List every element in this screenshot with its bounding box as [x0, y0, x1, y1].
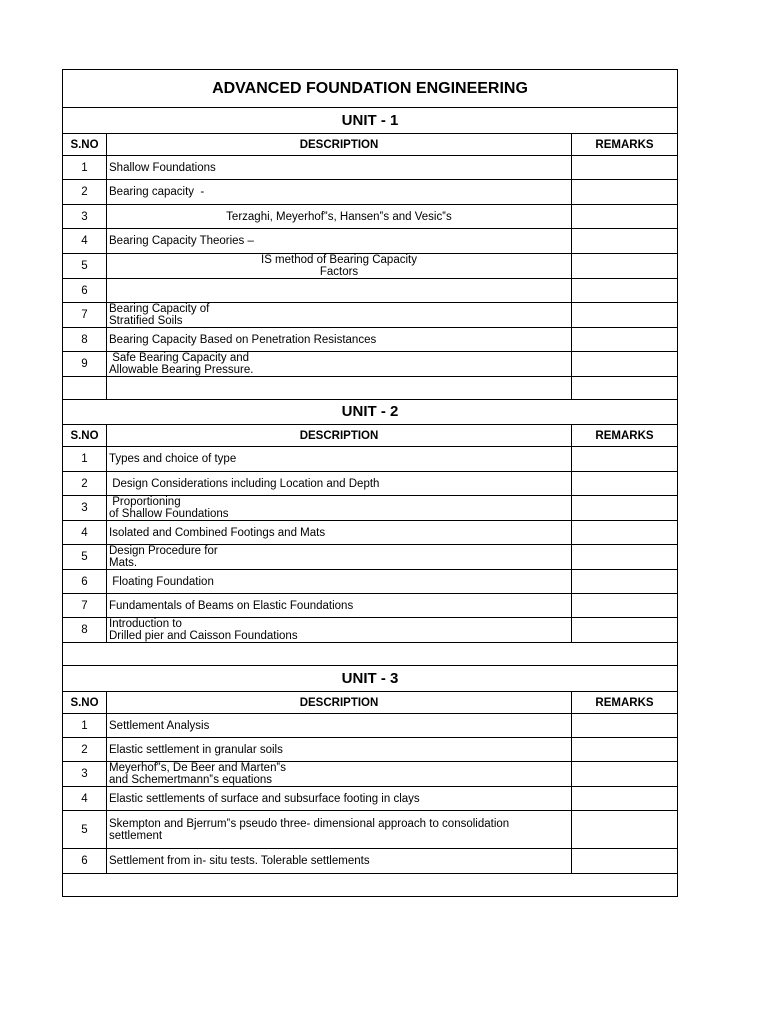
- row-remarks: [572, 156, 678, 180]
- row-number: 9: [63, 352, 107, 377]
- description-line: Terzaghi, Meyerhof‟s, Hansen‟s and Vesic‟s: [226, 210, 452, 223]
- row-description: [107, 279, 572, 303]
- table-row: [63, 714, 678, 738]
- table-row: [63, 352, 678, 377]
- description-line: Types and choice of type: [109, 453, 237, 465]
- column-header-sno: S.NO: [63, 425, 107, 447]
- description-line: Bearing capacity -: [109, 186, 205, 198]
- table-row: [63, 279, 678, 303]
- document-title: ADVANCED FOUNDATION ENGINEERING: [63, 70, 678, 108]
- table-row: [63, 762, 678, 787]
- row-number: 6: [63, 279, 107, 303]
- blank-cell: [572, 377, 678, 400]
- blank-cell: [107, 377, 572, 400]
- table-row: [63, 545, 678, 570]
- row-number: 5: [63, 545, 107, 570]
- table-row: [63, 521, 678, 545]
- blank-row: [63, 643, 678, 666]
- row-number: 7: [63, 594, 107, 618]
- row-description: [107, 205, 572, 229]
- row-number: 3: [63, 496, 107, 521]
- row-description: [107, 594, 572, 618]
- row-number: 3: [63, 205, 107, 229]
- row-remarks: [572, 594, 678, 618]
- column-header-sno: S.NO: [63, 692, 107, 714]
- table-row: [63, 849, 678, 874]
- row-remarks: [572, 738, 678, 762]
- description-line: Shallow Foundations: [109, 161, 216, 174]
- description-line: IS method of Bearing Capacity: [261, 254, 417, 266]
- table-row: [63, 594, 678, 618]
- row-description: [107, 787, 572, 811]
- column-header-row: [63, 134, 678, 156]
- row-remarks: [572, 618, 678, 643]
- table-row: [63, 472, 678, 496]
- row-number: 1: [63, 156, 107, 180]
- blank-cell: [63, 874, 678, 897]
- description-line: Skempton and Bjerrum‟s pseudo three- dimensional approach to consolidation: [109, 817, 510, 830]
- column-header-description: DESCRIPTION: [107, 134, 572, 156]
- row-description: [107, 496, 572, 521]
- description-line: Design Procedure for: [109, 545, 218, 557]
- row-remarks: [572, 714, 678, 738]
- row-remarks: [572, 570, 678, 594]
- row-remarks: [572, 849, 678, 874]
- row-remarks: [572, 180, 678, 205]
- description-line: settlement: [109, 829, 163, 842]
- description-line: Mats.: [109, 557, 138, 569]
- unit-heading-row: [63, 108, 678, 134]
- row-number: 6: [63, 849, 107, 874]
- description-line: Meyerhof‟s, De Beer and Marten‟s: [109, 762, 287, 774]
- row-remarks: [572, 496, 678, 521]
- table-row: [63, 447, 678, 472]
- row-remarks: [572, 447, 678, 472]
- description-line: Bearing Capacity Based on Penetration Resistances: [109, 333, 377, 346]
- description-line: and Schemertmann‟s equations: [109, 774, 273, 786]
- table-row: [63, 811, 678, 849]
- row-remarks: [572, 254, 678, 279]
- row-description: [107, 811, 572, 849]
- table-row: [63, 618, 678, 643]
- row-remarks: [572, 205, 678, 229]
- row-remarks: [572, 279, 678, 303]
- description-line: Stratified Soils: [109, 315, 183, 327]
- unit-heading: UNIT - 3: [63, 666, 678, 692]
- row-remarks: [572, 352, 678, 377]
- column-header-sno: S.NO: [63, 134, 107, 156]
- unit-heading-row: [63, 666, 678, 692]
- description-line: Bearing Capacity Theories –: [109, 235, 254, 247]
- description-line: Factors: [319, 266, 359, 278]
- row-description: [107, 229, 572, 254]
- row-number: 4: [63, 229, 107, 254]
- syllabus-sheet: [62, 69, 677, 897]
- column-header-remarks: REMARKS: [572, 134, 678, 156]
- column-header-description: DESCRIPTION: [107, 425, 572, 447]
- row-remarks: [572, 472, 678, 496]
- unit-heading: UNIT - 2: [63, 400, 678, 425]
- table-row: [63, 180, 678, 205]
- table-row: [63, 328, 678, 352]
- column-header-remarks: REMARKS: [572, 692, 678, 714]
- description-line: Isolated and Combined Footings and Mats: [109, 526, 326, 539]
- row-description: [107, 570, 572, 594]
- description-line: Safe Bearing Capacity and: [109, 352, 250, 364]
- row-description: [107, 303, 572, 328]
- row-remarks: [572, 762, 678, 787]
- row-description: [107, 545, 572, 570]
- row-description: [107, 849, 572, 874]
- row-description: [107, 447, 572, 472]
- row-remarks: [572, 787, 678, 811]
- row-remarks: [572, 328, 678, 352]
- description-line: Elastic settlements of surface and subsurface footing in clays: [109, 792, 420, 805]
- row-description: [107, 352, 572, 377]
- row-number: 3: [63, 762, 107, 787]
- blank-row: [63, 377, 678, 400]
- description-line: Drilled pier and Caisson Foundations: [109, 630, 298, 642]
- blank-cell: [63, 643, 678, 666]
- row-number: 5: [63, 254, 107, 279]
- row-number: 1: [63, 714, 107, 738]
- unit-heading-row: [63, 400, 678, 425]
- row-number: 4: [63, 787, 107, 811]
- row-number: 8: [63, 618, 107, 643]
- table-row: [63, 156, 678, 180]
- column-header-remarks: REMARKS: [572, 425, 678, 447]
- row-remarks: [572, 229, 678, 254]
- row-number: 8: [63, 328, 107, 352]
- table-row: [63, 303, 678, 328]
- column-header-description: DESCRIPTION: [107, 692, 572, 714]
- table-row: [63, 496, 678, 521]
- row-number: 5: [63, 811, 107, 849]
- row-remarks: [572, 811, 678, 849]
- description-line: of Shallow Foundations: [109, 508, 229, 520]
- row-description: [107, 714, 572, 738]
- row-number: 2: [63, 180, 107, 205]
- description-line: Settlement Analysis: [109, 719, 210, 732]
- table-row: [63, 787, 678, 811]
- blank-cell: [63, 377, 107, 400]
- row-description: [107, 472, 572, 496]
- description-line: Introduction to: [109, 618, 182, 630]
- unit-heading: UNIT - 1: [63, 108, 678, 134]
- row-description: [107, 738, 572, 762]
- row-description: [107, 618, 572, 643]
- row-remarks: [572, 545, 678, 570]
- description-line: Fundamentals of Beams on Elastic Foundations: [109, 599, 354, 612]
- row-description: [107, 180, 572, 205]
- row-description: [107, 156, 572, 180]
- description-line: Floating Foundation: [109, 575, 214, 588]
- description-line: Bearing Capacity of: [109, 303, 210, 315]
- row-number: 2: [63, 472, 107, 496]
- table-row: [63, 738, 678, 762]
- description-line: Design Considerations including Location and Depth: [109, 477, 380, 490]
- row-description: [107, 762, 572, 787]
- description-line: Settlement from in- situ tests. Tolerable settlements: [109, 855, 370, 867]
- syllabus-table-body: [63, 70, 678, 897]
- row-number: 6: [63, 570, 107, 594]
- row-remarks: [572, 303, 678, 328]
- table-row: [63, 570, 678, 594]
- table-row: [63, 229, 678, 254]
- table-row: [63, 205, 678, 229]
- row-number: 7: [63, 303, 107, 328]
- row-description: [107, 328, 572, 352]
- row-remarks: [572, 521, 678, 545]
- column-header-row: [63, 425, 678, 447]
- column-header-row: [63, 692, 678, 714]
- description-line: Allowable Bearing Pressure.: [109, 364, 254, 376]
- row-description: [107, 254, 572, 279]
- syllabus-table: [62, 69, 678, 897]
- row-number: 2: [63, 738, 107, 762]
- blank-row: [63, 874, 678, 897]
- table-row: [63, 254, 678, 279]
- description-line: Proportioning: [109, 496, 181, 508]
- row-number: 4: [63, 521, 107, 545]
- title-row: [63, 70, 678, 108]
- description-line: Elastic settlement in granular soils: [109, 743, 283, 756]
- row-number: 1: [63, 447, 107, 472]
- row-description: [107, 521, 572, 545]
